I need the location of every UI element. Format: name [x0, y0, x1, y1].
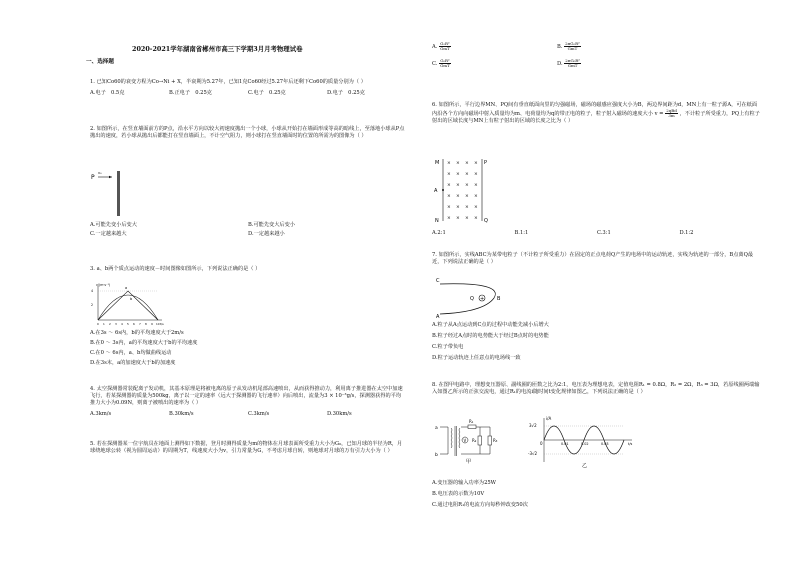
option-b[interactable]: B.电压表的示数为10V	[432, 491, 485, 498]
svg-text:9: 9	[151, 322, 153, 326]
option-a[interactable]: A.电子 0.5克	[90, 90, 125, 97]
svg-text:R₃: R₃	[493, 438, 498, 443]
option-d[interactable]: D. $\frac{\text{2πG₀R²}}{\text{GmT}}$	[557, 58, 580, 69]
svg-text:×: ×	[456, 172, 460, 177]
svg-text:×: ×	[465, 205, 469, 210]
svg-text:R₁: R₁	[469, 419, 474, 424]
svg-text:2: 2	[109, 322, 111, 326]
svg-text:A: A	[436, 314, 440, 320]
option-b[interactable]: B.30km/s	[169, 411, 194, 418]
svg-text:B: B	[497, 296, 501, 302]
question-7-stem: 7. 如图所示，实线ABC为某带电粒子（不计粒子所受重力）在固定的正点电荷Q产生的电场中的运动轨迹，实线为轨迹的一部分，B点离Q最近，下列说法正确的是（ ）	[432, 252, 754, 266]
svg-text:×: ×	[447, 161, 451, 166]
question-8	[432, 382, 762, 396]
option-d[interactable]: D.一定越来越小	[248, 231, 285, 238]
svg-text:8: 8	[145, 322, 147, 326]
option-d[interactable]: D.电子 0.25克	[327, 90, 365, 97]
svg-text:×: ×	[456, 183, 460, 188]
svg-text:0: 0	[540, 441, 543, 446]
svg-text:b: b	[435, 453, 438, 458]
option-c[interactable]: C. $\frac{\text{G₀R²}}{\text{GmT}}$	[432, 58, 450, 69]
svg-text:a: a	[435, 426, 438, 431]
svg-text:×: ×	[474, 161, 478, 166]
svg-text:10: 10	[156, 322, 160, 326]
secondary-coil	[459, 428, 460, 448]
svg-text:×: ×	[474, 205, 478, 210]
y-tick-4: 4	[91, 289, 94, 293]
svg-text:×: ×	[456, 216, 460, 221]
curve-a	[98, 295, 158, 320]
y-tick-2: 2	[91, 303, 94, 307]
svg-text:0.02: 0.02	[581, 442, 589, 446]
option-a[interactable]: A.2:1	[432, 230, 446, 236]
arrowhead-icon	[109, 176, 112, 178]
svg-text:M: M	[435, 160, 440, 166]
option-b[interactable]: B.可能先变大后变小	[248, 222, 295, 228]
question-2-stem: 2. 如图所示，在竖直墙面前方的P点，沿水平方向以较大初速度抛出一个小球，小球从开始打在墙面形成等高的暗线上，至落地小球从P点抛出的速度，若小球从抛出后都能打在竖直墙面上，不计空气阻力，则小球打在竖直墙面时的位置的所需为的图像为（ ）	[90, 126, 405, 140]
question-2-figure	[90, 168, 150, 218]
line-b	[98, 291, 158, 320]
question-4	[90, 386, 406, 418]
question-8-stem: 8. 在图甲电路中，理想变压器原、副线圈的匝数之比为2:1，电压表为理想电表，定值电阻R₁ = 0.8Ω，R₂ = 2Ω，R₃ = 3Ω，若原线圈两端输入如图乙所示的正弦交流电，通过R₁的电流i随时间t变化规律如图乙，下列说法正确的是（ ）	[432, 382, 760, 396]
svg-text:A: A	[434, 188, 438, 194]
question-7-options	[432, 322, 762, 362]
svg-text:×: ×	[447, 194, 451, 199]
option-d[interactable]: D.在3s末，a的加速度大于b的加速度	[90, 360, 176, 367]
option-d[interactable]: D.30km/s	[327, 411, 352, 418]
svg-text:6: 6	[133, 322, 135, 326]
option-c[interactable]: C.在0 ～ 6s内，a、b均做曲线运动	[90, 350, 172, 357]
question-5	[90, 441, 406, 455]
question-6-figure	[434, 156, 504, 224]
option-b[interactable]: B.在0 ～ 3s内，a的平均速度大于b的平均速度	[90, 340, 198, 347]
y-axis-label: v/(m·s⁻¹)	[96, 283, 111, 287]
svg-text:甲: 甲	[466, 459, 472, 465]
svg-text:×: ×	[465, 194, 469, 199]
option-c[interactable]: C.3km/s	[248, 411, 270, 418]
svg-text:7: 7	[139, 322, 141, 326]
svg-text:C: C	[436, 278, 440, 284]
option-a[interactable]: A.可能先变小后变大	[90, 222, 137, 228]
question-7-figure	[434, 272, 514, 322]
wall	[117, 171, 120, 216]
x-ticks	[97, 322, 160, 326]
particle-source	[442, 189, 444, 191]
question-1-options	[90, 90, 406, 97]
question-3-options	[90, 330, 406, 367]
svg-text:×: ×	[465, 216, 469, 221]
question-6-stem-part-2: ，不计粒子所受重力，PQ上有粒子射出的区域长度与MN上有粒子射出的区域的长度之比为（ ）	[432, 111, 760, 125]
svg-text:×: ×	[447, 172, 451, 177]
question-3-vt-graph	[90, 280, 170, 328]
question-8-current-graph	[528, 414, 640, 470]
question-8-circuit-figure	[434, 416, 504, 466]
question-1	[90, 79, 406, 97]
option-b[interactable]: B.正电子 0.25克	[169, 90, 212, 97]
svg-text:-3√2: -3√2	[528, 451, 538, 456]
resistor-r2	[478, 436, 482, 445]
question-3-stem: 3. a、b两个质点运动的速度－时间图像如图所示，下列说法正确的是（ ）	[90, 266, 261, 272]
svg-text:Q: Q	[484, 218, 488, 224]
resistor-r1	[468, 425, 476, 429]
question-6-options	[432, 230, 762, 237]
svg-text:N: N	[435, 218, 439, 224]
question-8-options	[432, 480, 762, 509]
svg-text:R₂: R₂	[472, 438, 477, 443]
option-b[interactable]: B.粒子经过A点时的电势能大于经过B点时的电势能	[432, 333, 549, 340]
question-4-stem: 4. 太空探测器常装配离子发动机，其基本原理是将被电离的原子从发动机尾部高速喷出，从而获得推动力，利用离子推进器在太空中加速飞行，若某探测器的质量为500kg，离子以一定的速率（远大于探测器的飞行速率）向后喷出，流量为3 × 10⁻³g/s，探测器获得的平均推力大小为0.09N，则离子被喷出的速率为（ ）	[90, 386, 403, 407]
question-3	[90, 266, 406, 273]
label-b: b	[130, 297, 133, 301]
x-axis-label: t/s	[160, 322, 164, 326]
svg-text:+: +	[480, 296, 485, 302]
svg-text:0: 0	[97, 322, 99, 326]
question-1-stem: 1. 已知Co60的衰变方程为Co→Ni + X，半衰期为5.27年，已知1克Co60经过5.27年后还剩下Co60的质量分别为（ ）	[90, 79, 366, 85]
question-4-options	[90, 411, 406, 418]
magnetic-field-crosses	[447, 160, 478, 221]
option-a[interactable]: A.3km/s	[90, 411, 112, 418]
svg-text:Q: Q	[470, 296, 474, 302]
svg-text:×: ×	[474, 216, 478, 221]
svg-text:×: ×	[447, 216, 451, 221]
svg-text:×: ×	[465, 161, 469, 166]
section-heading: 一、选择题	[86, 59, 114, 65]
point-p-label: P	[91, 174, 95, 181]
label-a: a	[125, 286, 128, 290]
svg-text:i/A: i/A	[546, 416, 552, 421]
svg-text:×: ×	[474, 194, 478, 199]
svg-text:×: ×	[456, 205, 460, 210]
svg-text:乙: 乙	[582, 463, 588, 469]
option-b[interactable]: B.1:1	[514, 230, 529, 236]
svg-text:×: ×	[465, 183, 469, 188]
svg-text:×: ×	[465, 172, 469, 177]
option-a[interactable]: A.变压器的输入功率为25W	[432, 480, 497, 486]
question-5-stem: 5. 若在探测器某一位宇航员在地面上测得如下数据，登月时测得质量为m的物体在月球表面所受重力大小为G₀，已知月球的半径为R，月球绕地球公转（视为圆周运动）的周期为T，线速度大小为v，引力常量为G，不考虑月球自转，则地球对月球的万有引力大小为（ ）	[90, 441, 403, 455]
svg-text:×: ×	[474, 172, 478, 177]
option-a[interactable]: A.粒子从A点运动到C点的过程中动能先减小后增大	[432, 322, 549, 328]
svg-text:3√2: 3√2	[529, 423, 537, 428]
svg-text:P: P	[484, 160, 488, 166]
svg-text:t/s: t/s	[628, 442, 633, 446]
question-7	[432, 252, 762, 266]
option-c[interactable]: C.粒子带负电	[432, 344, 464, 351]
question-6: 6. 如图所示，平行边界MN、PQ间有垂直纸面向里的匀强磁场，磁场的磁感应强度大小为B，两边界间距为d，MN上有一粒子源A，可在纸面内沿各个方向向磁场中射入质量均为m、电荷量均为q的带正电的粒子，粒子射入磁场的速度大小 v = $\frac{\text{2qBd}}{3m}$ ，不计粒子所受重力，PQ上有粒子射出的区域长度与MN上有粒子射出的区域的长度之比为（ ）	[432, 102, 760, 125]
svg-text:×: ×	[447, 205, 451, 210]
svg-text:3: 3	[115, 322, 117, 326]
option-c[interactable]: C.通过电阻R₁的电流方向每秒钟改变50次	[432, 502, 528, 509]
svg-text:V: V	[463, 438, 467, 443]
question-6-stem-part-1: 6. 如图所示，平行边界MN、PQ间有垂直纸面向里的匀强磁场，磁场的磁感应强度大小为B，两边界间距为d，MN上有一粒子源A，可在纸面内沿各个方向向磁场中射入质量均为m、电荷量均为q的带正电的粒子，粒子射入磁场的速度大小	[432, 102, 758, 118]
svg-text:0.01: 0.01	[561, 442, 569, 446]
svg-text:×: ×	[456, 194, 460, 199]
option-a[interactable]: A.在3s ～ 6s内，b的平均速度大于2m/s	[90, 330, 184, 336]
svg-text:4: 4	[121, 322, 123, 326]
question-2-options	[90, 222, 406, 238]
option-a[interactable]: A. $\frac{\text{G₀R²}}{\text{GmT}}$	[432, 41, 450, 51]
option-d[interactable]: D.粒子运动轨迹上任意点的电场线一致	[432, 355, 521, 362]
option-c[interactable]: C.3:1	[597, 230, 611, 236]
velocity-label: v₀	[98, 171, 102, 175]
svg-text:5: 5	[127, 322, 129, 326]
option-d[interactable]: D.1:2	[679, 230, 694, 236]
resistor-r3	[488, 436, 492, 445]
question-2	[90, 126, 406, 140]
option-c[interactable]: C.电子 0.25克	[248, 90, 286, 97]
primary-coil	[451, 428, 452, 448]
svg-text:×: ×	[474, 183, 478, 188]
velocity-expression: v =	[654, 111, 664, 118]
option-b[interactable]: B. $\frac{\text{2πG₀R²}}{\text{GmT}}$	[557, 41, 580, 51]
svg-text:×: ×	[456, 161, 460, 166]
svg-text:1: 1	[103, 322, 105, 326]
option-c[interactable]: C.一定越来越大	[90, 231, 127, 238]
svg-text:0.03: 0.03	[601, 442, 609, 446]
question-5-options	[432, 42, 748, 68]
page-title: 2020-2021学年湖南省郴州市高三下学期3月月考物理试卷	[132, 45, 303, 53]
svg-text:×: ×	[447, 183, 451, 188]
trajectory	[440, 284, 495, 314]
